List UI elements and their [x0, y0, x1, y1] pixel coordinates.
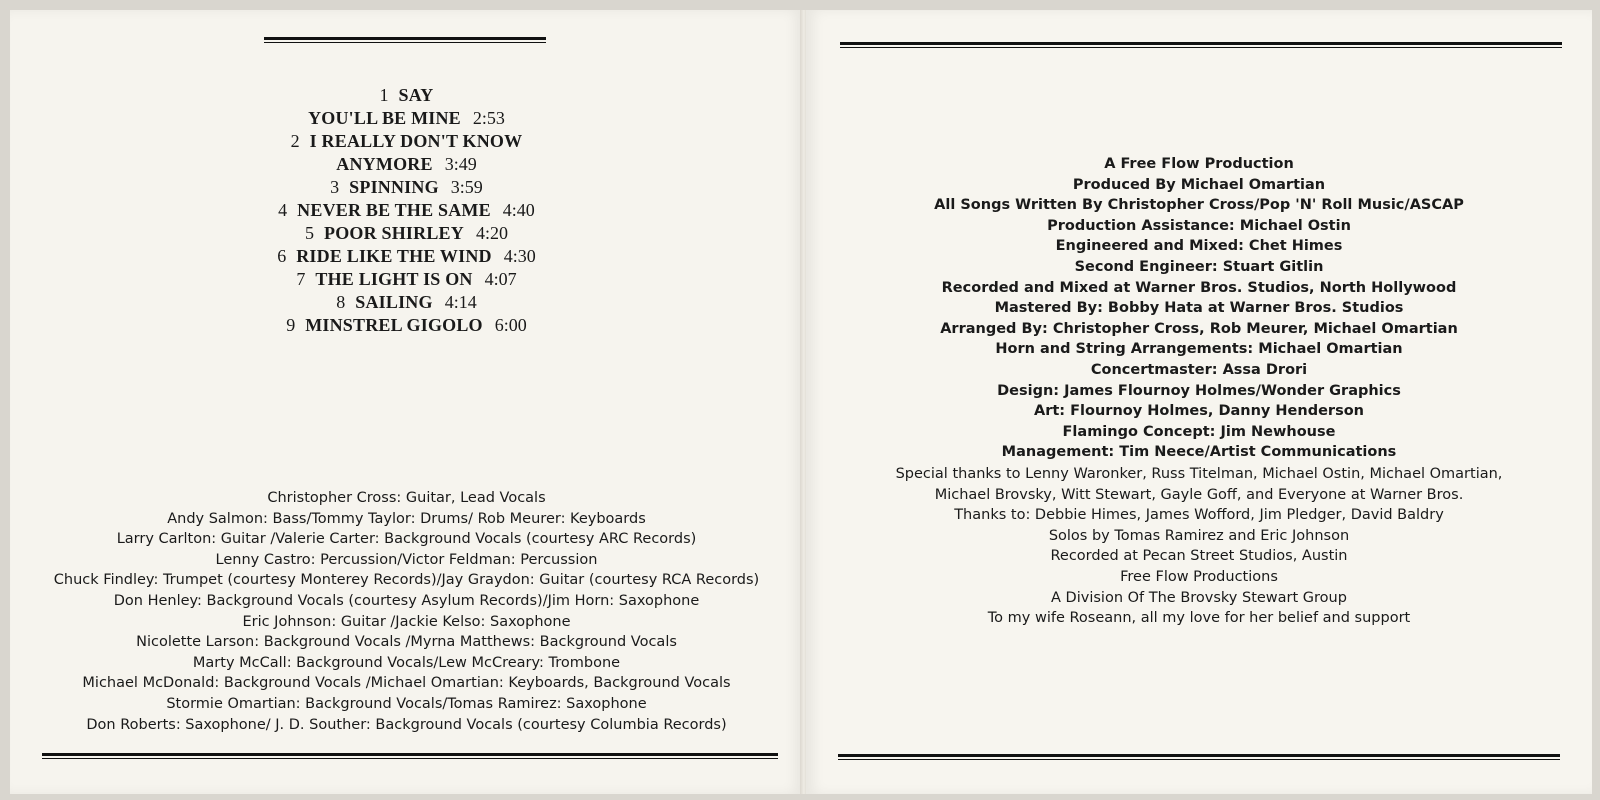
- track-item: [10, 314, 803, 337]
- track-time: 4:07: [484, 269, 517, 289]
- track-number: 9: [286, 315, 296, 335]
- track-title: SPINNING: [349, 177, 439, 197]
- credit-line: Concertmaster: Assa Drori: [1090, 361, 1308, 378]
- track-title: I REALLY DON'T KNOW: [309, 131, 523, 151]
- musician-line: Nicolette Larson: Background Vocals /Myrna Matthews: Background Vocals: [136, 634, 677, 651]
- musician-line: Christopher Cross: Guitar, Lead Vocals: [267, 490, 546, 506]
- track-item: [10, 291, 803, 314]
- track-title: YOU'LL BE MINE: [308, 108, 461, 128]
- track-item: [10, 199, 803, 222]
- track-number: 8: [336, 292, 346, 312]
- bottom-rule-right: [838, 754, 1560, 760]
- track-number: 1: [379, 85, 389, 105]
- thanks-line: Recorded at Pecan Street Studios, Austin: [1050, 548, 1348, 565]
- track-item: [10, 84, 803, 107]
- musician-line: Don Henley: Background Vocals (courtesy Asylum Records)/Jim Horn: Saxophone: [113, 592, 700, 609]
- track-item: [10, 268, 803, 291]
- thanks-credits: [806, 464, 1592, 629]
- musician-line: Stormie Omartian: Background Vocals/Tomas Ramirez: Saxophone: [166, 695, 647, 712]
- top-rule-left: [264, 37, 546, 43]
- track-item: [10, 222, 803, 245]
- musician-line: Michael McDonald: Background Vocals /Michael Omartian: Keyboards, Background Vocals: [82, 675, 731, 692]
- track-number: 6: [277, 246, 287, 266]
- track-item: [10, 245, 803, 268]
- top-rule-right: [840, 42, 1562, 48]
- track-title: RIDE LIKE THE WIND: [296, 246, 492, 266]
- track-item: [10, 130, 803, 153]
- track-item-continued: [10, 153, 803, 176]
- musician-line: Larry Carlton: Guitar /Valerie Carter: Background Vocals (courtesy ARC Records): [116, 531, 697, 548]
- credit-line: Flamingo Concept: Jim Newhouse: [1062, 423, 1336, 440]
- musician-line: Andy Salmon: Bass/Tommy Taylor: Drums/ Rob Meurer: Keyboards: [167, 510, 646, 527]
- thanks-line: Special thanks to Lenny Waronker, Russ Titelman, Michael Ostin, Michael Omartian,: [895, 466, 1503, 482]
- musician-line: Don Roberts: Saxophone/ J. D. Souther: Background Vocals (courtesy Columbia Records): [86, 716, 727, 733]
- credit-line: Mastered By: Bobby Hata at Warner Bros. Studios: [994, 300, 1404, 317]
- right-page: [806, 10, 1592, 794]
- musician-line: Chuck Findley: Trumpet (courtesy Monterey Records)/Jay Graydon: Guitar (courtesy RCA Records): [53, 572, 760, 589]
- credit-line: Art: Flournoy Holmes, Danny Henderson: [1034, 403, 1364, 420]
- track-title: MINSTREL GIGOLO: [305, 315, 483, 335]
- musician-credits: [10, 488, 803, 735]
- credit-line: Management: Tim Neece/Artist Communications: [1001, 444, 1397, 461]
- track-time: 3:59: [450, 177, 483, 197]
- track-title: SAILING: [355, 292, 433, 312]
- track-title: NEVER BE THE SAME: [297, 200, 491, 220]
- thanks-line: To my wife Roseann, all my love for her belief and support: [987, 610, 1411, 627]
- track-time: 2:53: [472, 108, 505, 128]
- track-number: 7: [296, 269, 306, 289]
- track-item-continued: [10, 107, 803, 130]
- credit-line: Production Assistance: Michael Ostin: [1047, 217, 1351, 234]
- musician-line: Marty McCall: Background Vocals/Lew McCreary: Trombone: [192, 654, 621, 671]
- credit-line: All Songs Written By Christopher Cross/Pop 'N' Roll Music/ASCAP: [934, 197, 1464, 214]
- thanks-line: Free Flow Productions: [1120, 568, 1278, 585]
- track-time: 3:49: [444, 154, 477, 174]
- credit-line: Produced By Michael Omartian: [1072, 176, 1326, 193]
- credit-line: Second Engineer: Stuart Gitlin: [1074, 258, 1324, 275]
- track-number: 5: [305, 223, 315, 243]
- track-number: 4: [278, 200, 288, 220]
- track-time: 4:20: [475, 223, 508, 243]
- credit-line: Engineered and Mixed: Chet Himes: [1055, 238, 1343, 255]
- track-item: [10, 176, 803, 199]
- credit-line: Recorded and Mixed at Warner Bros. Studios, North Hollywood: [941, 279, 1457, 296]
- track-title: SAY: [398, 85, 434, 105]
- track-number: 2: [290, 131, 300, 151]
- track-title: POOR SHIRLEY: [324, 223, 464, 243]
- thanks-line: A Division Of The Brovsky Stewart Group: [1051, 589, 1347, 606]
- musician-line: Lenny Castro: Percussion/Victor Feldman: Percussion: [215, 551, 598, 568]
- credit-line: Horn and String Arrangements: Michael Omartian: [995, 341, 1403, 358]
- track-time: 6:00: [494, 315, 527, 335]
- credit-line: Design: James Flournoy Holmes/Wonder Graphics: [997, 382, 1401, 399]
- track-time: 4:40: [502, 200, 535, 220]
- track-time: 4:30: [503, 246, 536, 266]
- credit-line: A Free Flow Production: [1104, 156, 1294, 172]
- musician-line: Eric Johnson: Guitar /Jackie Kelso: Saxophone: [242, 613, 571, 630]
- bottom-rule-left: [42, 753, 778, 759]
- track-time: 4:14: [444, 292, 477, 312]
- thanks-line: Thanks to: Debbie Himes, James Wofford, Jim Pledger, David Baldry: [954, 507, 1444, 524]
- track-title: ANYMORE: [336, 154, 433, 174]
- thanks-line: Solos by Tomas Ramirez and Eric Johnson: [1048, 527, 1350, 544]
- track-title: THE LIGHT IS ON: [315, 269, 473, 289]
- left-page: [10, 10, 803, 794]
- thanks-line: Michael Brovsky, Witt Stewart, Gayle Goff, and Everyone at Warner Bros.: [934, 486, 1464, 503]
- track-list: [10, 84, 803, 337]
- credit-line: Arranged By: Christopher Cross, Rob Meurer, Michael Omartian: [940, 320, 1458, 337]
- production-credits: [806, 154, 1592, 463]
- track-number: 3: [330, 177, 340, 197]
